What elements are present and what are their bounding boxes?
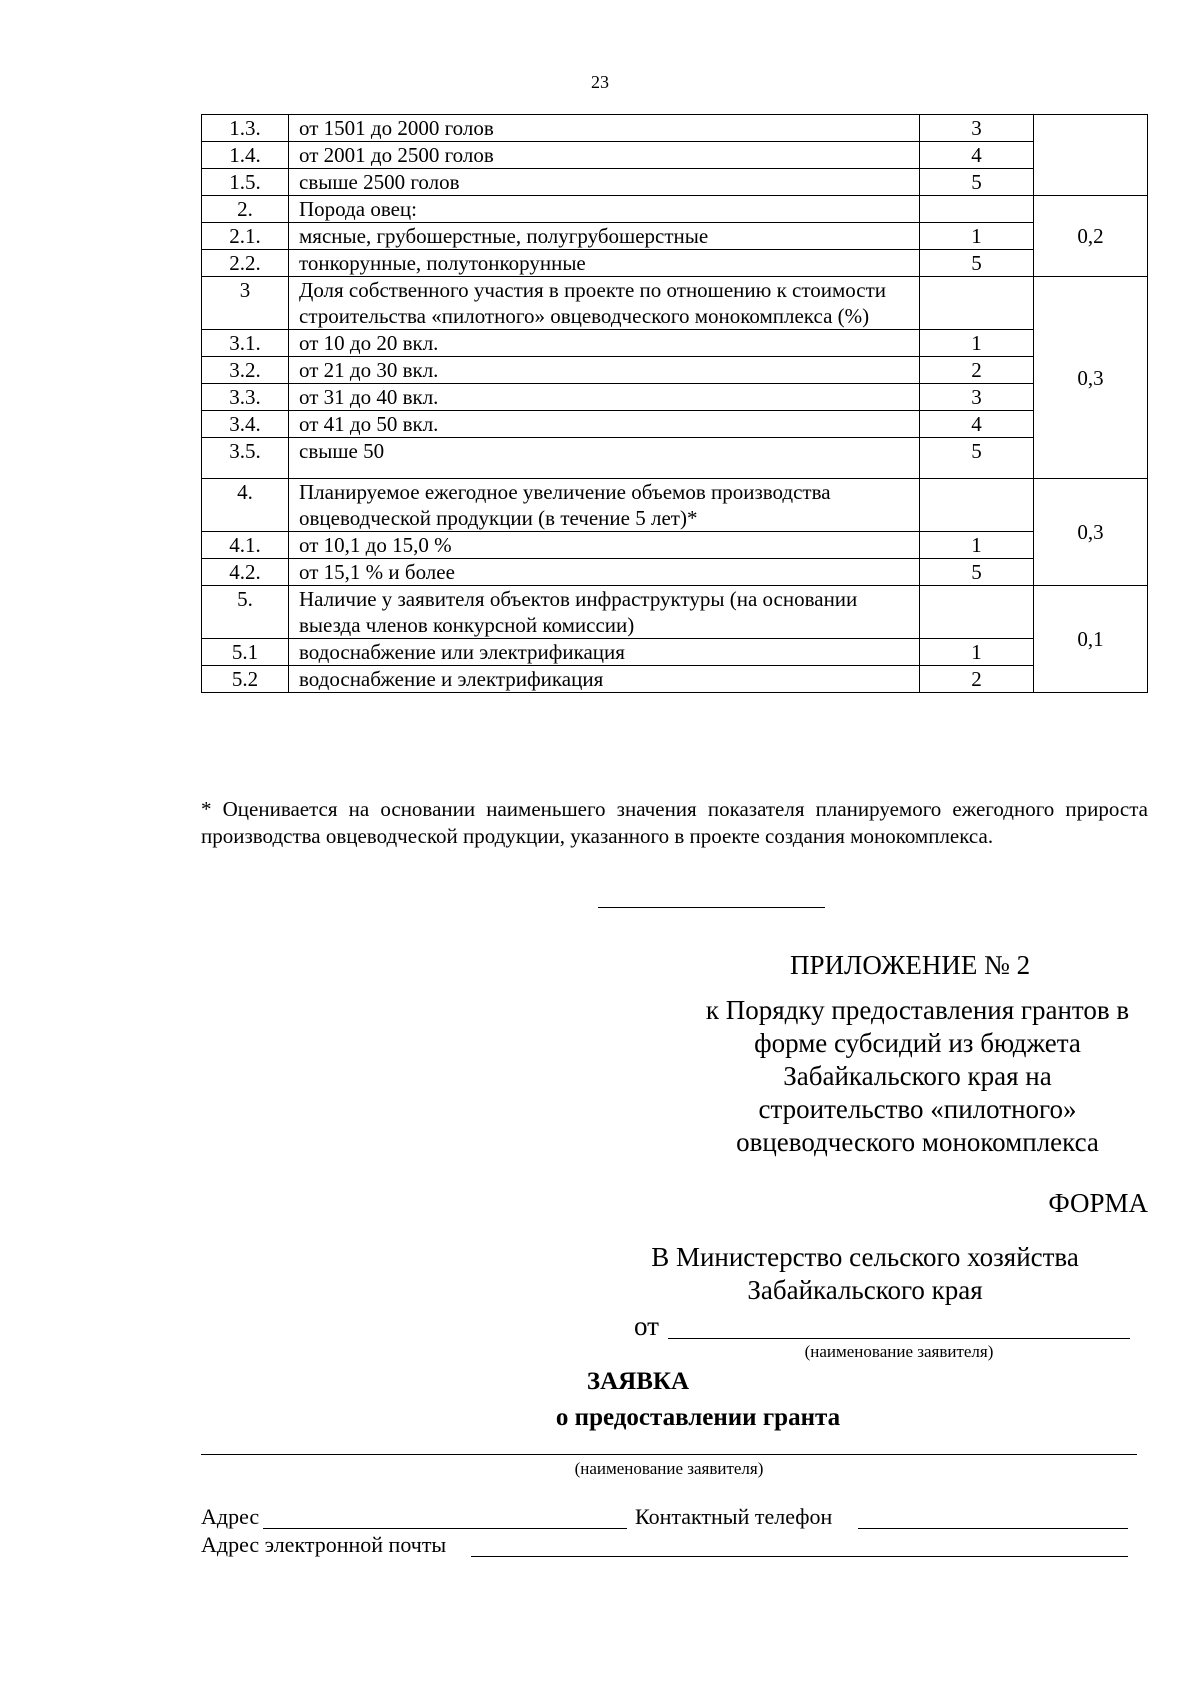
row-score: 3 [920,115,1034,142]
appendix-subtitle-line: овцеводческого монокомплекса [736,1127,1099,1157]
row-number: 3.1. [202,330,289,357]
row-number: 5.2 [202,666,289,693]
row-score [920,479,1034,532]
row-number: 2.2. [202,250,289,277]
table-row [202,223,1148,250]
row-score: 5 [920,250,1034,277]
appendix-title: ПРИЛОЖЕНИЕ № 2 [790,950,1031,980]
table-row [202,586,1148,639]
table-row [202,196,1148,223]
row-number: 3.5. [202,438,289,479]
applicant-name-field[interactable] [668,1338,1130,1339]
from-label: от [634,1311,659,1341]
application-heading [498,1364,898,1436]
application-subtitle: о предоставлении гранта [555,1404,841,1431]
row-text: от 10,1 до 15,0 % [289,532,920,559]
row-number: 2. [202,196,289,223]
row-score: 1 [920,639,1034,666]
table-row [202,666,1148,693]
row-weight: 0,3 [1034,479,1148,586]
row-number: 3.3. [202,384,289,411]
row-number: 1.3. [202,115,289,142]
table-row [202,639,1148,666]
recipient-line: Забайкальского края [747,1275,983,1305]
row-text: от 31 до 40 вкл. [289,384,920,411]
row-number: 3.2. [202,357,289,384]
row-score: 1 [920,532,1034,559]
contact-row-address [201,1504,1131,1532]
row-text: Наличие у заявителя объектов инфраструктуры (на основании выезда членов конкурсной комиссии) [289,586,920,639]
email-field[interactable] [471,1556,1128,1557]
address-field[interactable] [263,1528,627,1529]
row-weight: 0,1 [1034,586,1148,693]
email-label: Адрес электронной почты [201,1532,447,1557]
row-score: 5 [920,169,1034,196]
row-score: 3 [920,384,1034,411]
row-number: 4.1. [202,532,289,559]
row-text: Порода овец: [289,196,920,223]
appendix-subtitle-line: форме субсидий из бюджета [754,1028,1081,1058]
table-row [202,411,1148,438]
row-text: свыше 50 [289,438,920,479]
row-number: 4.2. [202,559,289,586]
row-number: 5.1 [202,639,289,666]
applicant-full-name-field[interactable] [201,1454,1137,1455]
row-score: 1 [920,223,1034,250]
row-number: 3.4. [202,411,289,438]
row-weight-empty [1034,115,1148,196]
row-weight: 0,2 [1034,196,1148,277]
table-row [202,532,1148,559]
table-row [202,277,1148,330]
row-number: 3 [202,277,289,330]
recipient-line: В Министерство сельского хозяйства [651,1242,1079,1272]
row-number: 2.1. [202,223,289,250]
row-text: Доля собственного участия в проекте по отношению к стоимости строительства «пилотного» овцеводческого монокомплекса (%) [289,277,920,330]
footnote: * Оценивается на основании наименьшего значения показателя планируемого ежегодного прироста производства овцеводческой продукции, указанного в проекте создания монокомплекса. [201,797,1148,848]
row-score [920,277,1034,330]
row-weight: 0,3 [1034,277,1148,479]
appendix-subtitle-line: к Порядку предоставления грантов в [705,995,1130,1025]
row-score: 2 [920,357,1034,384]
row-text: водоснабжение или электрификация [289,639,920,666]
row-text: тонкорунные, полутонкорунные [289,250,920,277]
appendix-subtitle-line: Забайкальского края на [783,1061,1052,1091]
application-title: ЗАЯВКА [586,1368,690,1395]
row-number: 4. [202,479,289,532]
row-text: от 21 до 30 вкл. [289,357,920,384]
table-row [202,169,1148,196]
table-row [202,115,1148,142]
row-score: 4 [920,411,1034,438]
row-score [920,586,1034,639]
row-score: 5 [920,559,1034,586]
table-row [202,357,1148,384]
row-score: 4 [920,142,1034,169]
row-text: от 1501 до 2000 голов [289,115,920,142]
page-number: 23 [591,72,609,92]
phone-field[interactable] [858,1528,1128,1529]
row-number: 5. [202,586,289,639]
row-score: 1 [920,330,1034,357]
row-score [920,196,1034,223]
phone-label: Контактный телефон [635,1504,833,1529]
table-row [202,142,1148,169]
row-text: от 10 до 20 вкл. [289,330,920,357]
table-row [202,479,1148,532]
address-label: Адрес [201,1504,260,1529]
appendix-subtitle [690,994,1145,1159]
recipient [630,1241,1100,1307]
row-text: водоснабжение и электрификация [289,666,920,693]
row-text: от 41 до 50 вкл. [289,411,920,438]
contact-row-email [201,1532,1131,1560]
row-text: от 2001 до 2500 голов [289,142,920,169]
appendix-subtitle-line: строительство «пилотного» [758,1094,1077,1124]
applicant-caption: (наименование заявителя) [574,1459,764,1478]
criteria-table [201,114,1148,693]
row-text: мясные, грубошерстные, полугрубошерстные [289,223,920,250]
table-row [202,250,1148,277]
row-score: 2 [920,666,1034,693]
row-text: свыше 2500 голов [289,169,920,196]
table-row [202,330,1148,357]
divider [598,907,825,908]
row-text: от 15,1 % и более [289,559,920,586]
table-row [202,438,1148,479]
row-number: 1.4. [202,142,289,169]
row-number: 1.5. [202,169,289,196]
row-score: 5 [920,438,1034,479]
applicant-caption: (наименование заявителя) [804,1342,994,1361]
table-row [202,559,1148,586]
row-text: Планируемое ежегодное увеличение объемов производства овцеводческой продукции (в течение 5 лет)* [289,479,920,532]
form-label: ФОРМА [1048,1188,1148,1218]
table-row [202,384,1148,411]
